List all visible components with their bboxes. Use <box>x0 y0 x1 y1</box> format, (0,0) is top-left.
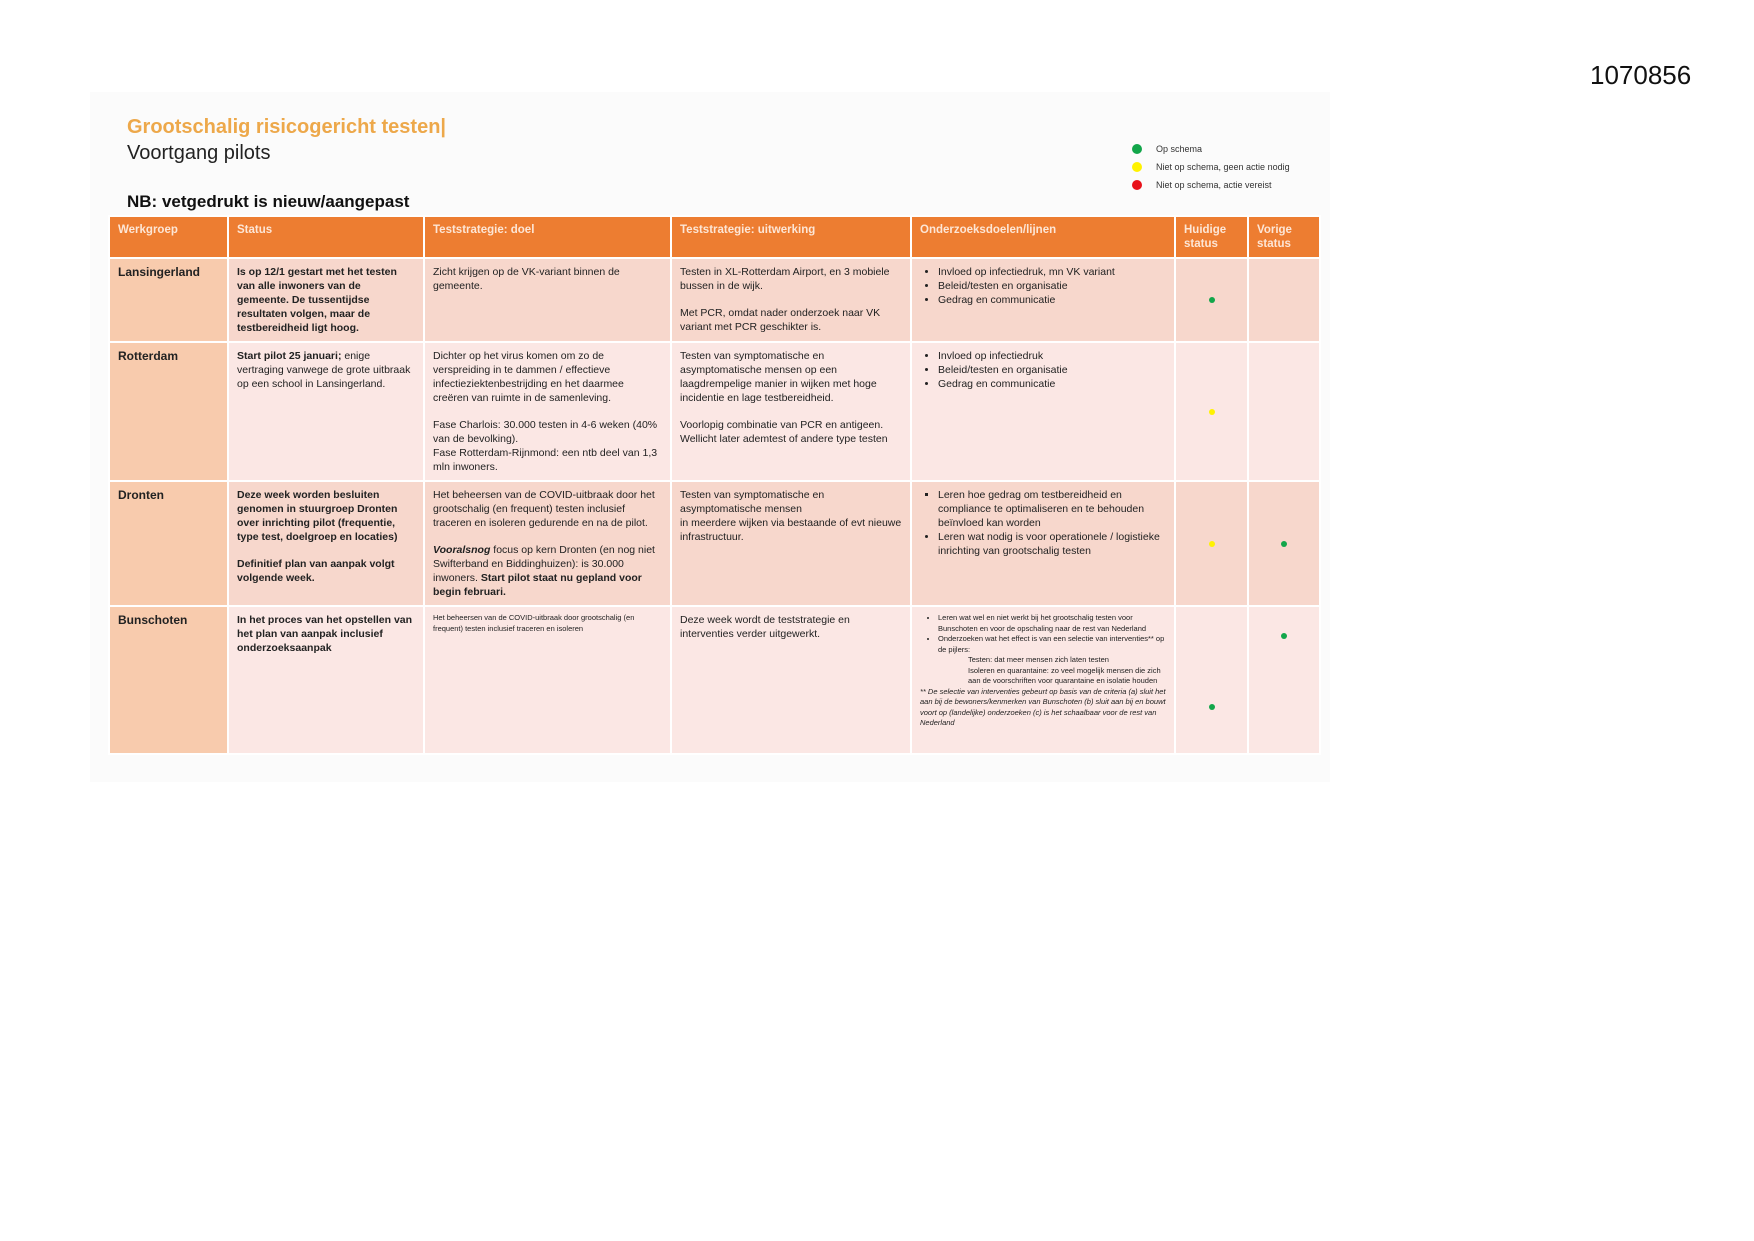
research-subitem: Testen: dat meer mensen zich laten testen <box>968 655 1109 664</box>
paragraph <box>680 613 902 641</box>
onderzoek-cell <box>911 342 1175 481</box>
text-segment: Zicht krijgen op de VK-variant binnen de gemeente. <box>433 266 620 292</box>
research-list <box>920 488 1166 558</box>
paragraph <box>680 349 902 405</box>
werkgroep-cell: Lansingerland <box>109 258 228 342</box>
table-row <box>109 258 1320 342</box>
green-status-dot-icon <box>1281 633 1287 639</box>
paragraph <box>237 488 415 544</box>
page-subtitle: Voortgang pilots <box>127 142 271 164</box>
paragraph <box>680 306 902 334</box>
werkgroep-cell: Bunschoten <box>109 606 228 754</box>
text-segment: enige vertraging vanwege de grote uitbraak op een school in Lansingerland. <box>237 350 411 390</box>
text-segment: Met PCR, omdat nader onderzoek naar VK variant met PCR geschikter is. <box>680 307 881 333</box>
green-status-dot-icon <box>1209 704 1215 710</box>
research-item: • Invloed op infectiedruk, mn VK variant <box>938 265 1166 279</box>
uitwerking-cell <box>671 481 911 606</box>
page-title: Grootschalig risicogericht testen| <box>127 116 447 138</box>
vorige-status-cell <box>1248 258 1320 342</box>
header-onderzoeksdoelen: Onderzoeksdoelen/lijnen <box>911 216 1175 258</box>
doel-cell <box>424 258 671 342</box>
text-segment: Testen van symptomatische en asymptomatische mensen op een laagdrempelige manier in wijken met hoge incidentie en lage testbereidheid. <box>680 350 877 404</box>
text-segment: Fase Charlois: 30.000 testen in 4-6 weken (40% van de bevolking). <box>433 419 658 445</box>
text-segment: Is op 12/1 gestart met het testen van alle inwoners van de gemeente. De tussentijdse resultaten volgen, maar de testbereidheid ligt hoog. <box>237 266 397 334</box>
paragraph <box>433 488 662 530</box>
huidige-status-cell <box>1175 342 1248 481</box>
legend-item-action-required <box>1132 176 1290 194</box>
paragraph <box>237 613 415 655</box>
text-segment: Deze week wordt de teststrategie en interventies verder uitgewerkt. <box>680 614 850 640</box>
text-segment: Vooralsnog <box>433 544 491 556</box>
legend-label: Niet op schema, actie vereist <box>1156 180 1272 190</box>
vorige-status-cell <box>1248 342 1320 481</box>
research-item: • Gedrag en communicatie <box>938 293 1166 307</box>
paragraph <box>433 349 662 405</box>
huidige-status-cell <box>1175 258 1248 342</box>
uitwerking-cell <box>671 258 911 342</box>
research-subitem: Isoleren en quarantaine: zo veel mogelijk mensen die zich aan de voorschriften voor quarantaine en isolatie houden <box>968 665 1161 685</box>
text-segment: Start pilot 25 januari; <box>237 350 342 362</box>
werkgroep-cell: Rotterdam <box>109 342 228 481</box>
research-item: • Leren wat wel en niet werkt bij het grootschalig testen voor Bunschoten en voor de opschaling naar de rest van Nederland <box>938 613 1166 634</box>
research-item: ▪ Leren hoe gedrag om testbereidheid en compliance te optimaliseren en te behouden beïnvloed kan worden <box>938 488 1166 530</box>
paragraph <box>433 543 662 599</box>
paragraph <box>237 349 415 391</box>
text-segment: in meerdere wijken via bestaande of evt nieuwe infrastructuur. <box>680 517 902 543</box>
doel-cell <box>424 342 671 481</box>
yellow-status-dot-icon <box>1209 409 1215 415</box>
werkgroep-cell: Dronten <box>109 481 228 606</box>
research-item: • Invloed op infectiedruk <box>938 349 1166 363</box>
table-row <box>109 481 1320 606</box>
legend-item-off-schedule-no-action <box>1132 158 1290 176</box>
legend-label: Niet op schema, geen actie nodig <box>1156 162 1290 172</box>
text-segment: Het beheersen van de COVID-uitbraak door grootschalig (en frequent) testen inclusief traceren en isoleren <box>433 613 635 633</box>
green-dot-icon <box>1132 144 1142 154</box>
paragraph <box>680 488 902 544</box>
research-item: • Leren wat nodig is voor operationele / logistieke inrichting van grootschalig testen <box>938 530 1166 558</box>
research-item: • Gedrag en communicatie <box>938 377 1166 391</box>
status-cell-text <box>228 258 424 342</box>
paragraph <box>237 265 415 335</box>
text-segment: Testen in XL-Rotterdam Airport, en 3 mobiele bussen in de wijk. <box>680 266 890 292</box>
status-legend <box>1132 140 1290 194</box>
vorige-status-cell <box>1248 481 1320 606</box>
legend-label: Op schema <box>1156 144 1203 154</box>
status-cell-text <box>228 481 424 606</box>
yellow-dot-icon <box>1132 162 1142 172</box>
research-item: • Onderzoeken wat het effect is van een selectie van interventies** op de pijlers: <box>938 634 1166 655</box>
table-header-row <box>109 216 1320 258</box>
text-segment: Voorlopig combinatie van PCR en antigeen. Wellicht later ademtest of andere type testen <box>680 419 888 445</box>
text-segment: Fase Rotterdam-Rijnmond: een ntb deel van 1,3 mln inwoners. <box>433 447 658 473</box>
header-uitwerking: Teststrategie: uitwerking <box>671 216 911 258</box>
onderzoek-cell <box>911 258 1175 342</box>
paragraph <box>433 418 662 474</box>
huidige-status-cell <box>1175 606 1248 754</box>
vorige-status-cell <box>1248 606 1320 754</box>
header-huidige-status: Huidige status <box>1175 216 1248 258</box>
text-segment: Definitief plan van aanpak volgt volgende week. <box>237 558 395 584</box>
paragraph <box>237 557 415 585</box>
paragraph <box>433 265 662 293</box>
pilots-progress-table <box>108 215 1321 755</box>
text-segment: Deze week worden besluiten genomen in stuurgroep Dronten over inrichting pilot (frequentie, type test, doelgroep en locaties) <box>237 489 398 543</box>
status-cell-text <box>228 606 424 754</box>
header-vorige-status: Vorige status <box>1248 216 1320 258</box>
document-number: 1070856 <box>1590 60 1692 90</box>
table-row <box>109 606 1320 754</box>
uitwerking-cell <box>671 342 911 481</box>
research-footnote: ** De selectie van interventies gebeurt op basis van de criteria (a) sluit het aan bij de bewoners/kenmerken van Bunschoten (b) sluit aan bij en bouwt voort op (landelijke) onderzoeken (c) is het schaalbaar voor de rest van Nederland <box>920 686 1166 727</box>
green-status-dot-icon <box>1209 297 1215 303</box>
paragraph <box>680 418 902 446</box>
paragraph <box>680 265 902 293</box>
header-doel: Teststrategie: doel <box>424 216 671 258</box>
research-list <box>920 613 1166 655</box>
uitwerking-cell <box>671 606 911 754</box>
doel-cell <box>424 606 671 754</box>
text-segment: Testen van symptomatische en asymptomatische mensen <box>680 489 825 515</box>
text-segment: Het beheersen van de COVID-uitbraak door het grootschalig (en frequent) testen inclusief traceren en isoleren gedurende en na de pilot. <box>433 489 655 529</box>
legend-item-on-schedule <box>1132 140 1290 158</box>
huidige-status-cell <box>1175 481 1248 606</box>
note-bold-new: NB: vetgedrukt is nieuw/aangepast <box>127 192 410 211</box>
text-segment: focus op kern Dronten (en nog niet Swifterband en Biddinghuizen): is 30.000 inwoners. <box>433 544 655 584</box>
header-status: Status <box>228 216 424 258</box>
text-segment: Start pilot staat nu gepland voor begin februari. <box>433 572 642 598</box>
green-status-dot-icon <box>1281 541 1287 547</box>
onderzoek-cell <box>911 481 1175 606</box>
status-cell-text <box>228 342 424 481</box>
yellow-status-dot-icon <box>1209 541 1215 547</box>
text-segment: In het proces van het opstellen van het plan van aanpak inclusief onderzoeksaanpak <box>237 614 413 654</box>
header-werkgroep: Werkgroep <box>109 216 228 258</box>
paragraph <box>433 613 662 634</box>
onderzoek-cell <box>911 606 1175 754</box>
doel-cell <box>424 481 671 606</box>
research-item: • Beleid/testen en organisatie <box>938 363 1166 377</box>
research-item: • Beleid/testen en organisatie <box>938 279 1166 293</box>
research-list <box>920 265 1166 307</box>
table-row <box>109 342 1320 481</box>
research-list <box>920 349 1166 391</box>
text-segment: Dichter op het virus komen om zo de verspreiding in te dammen / effectieve infectieziektenbestrijding en het daarmee creëren van ruimte in de samenleving. <box>433 350 624 404</box>
red-dot-icon <box>1132 180 1142 190</box>
